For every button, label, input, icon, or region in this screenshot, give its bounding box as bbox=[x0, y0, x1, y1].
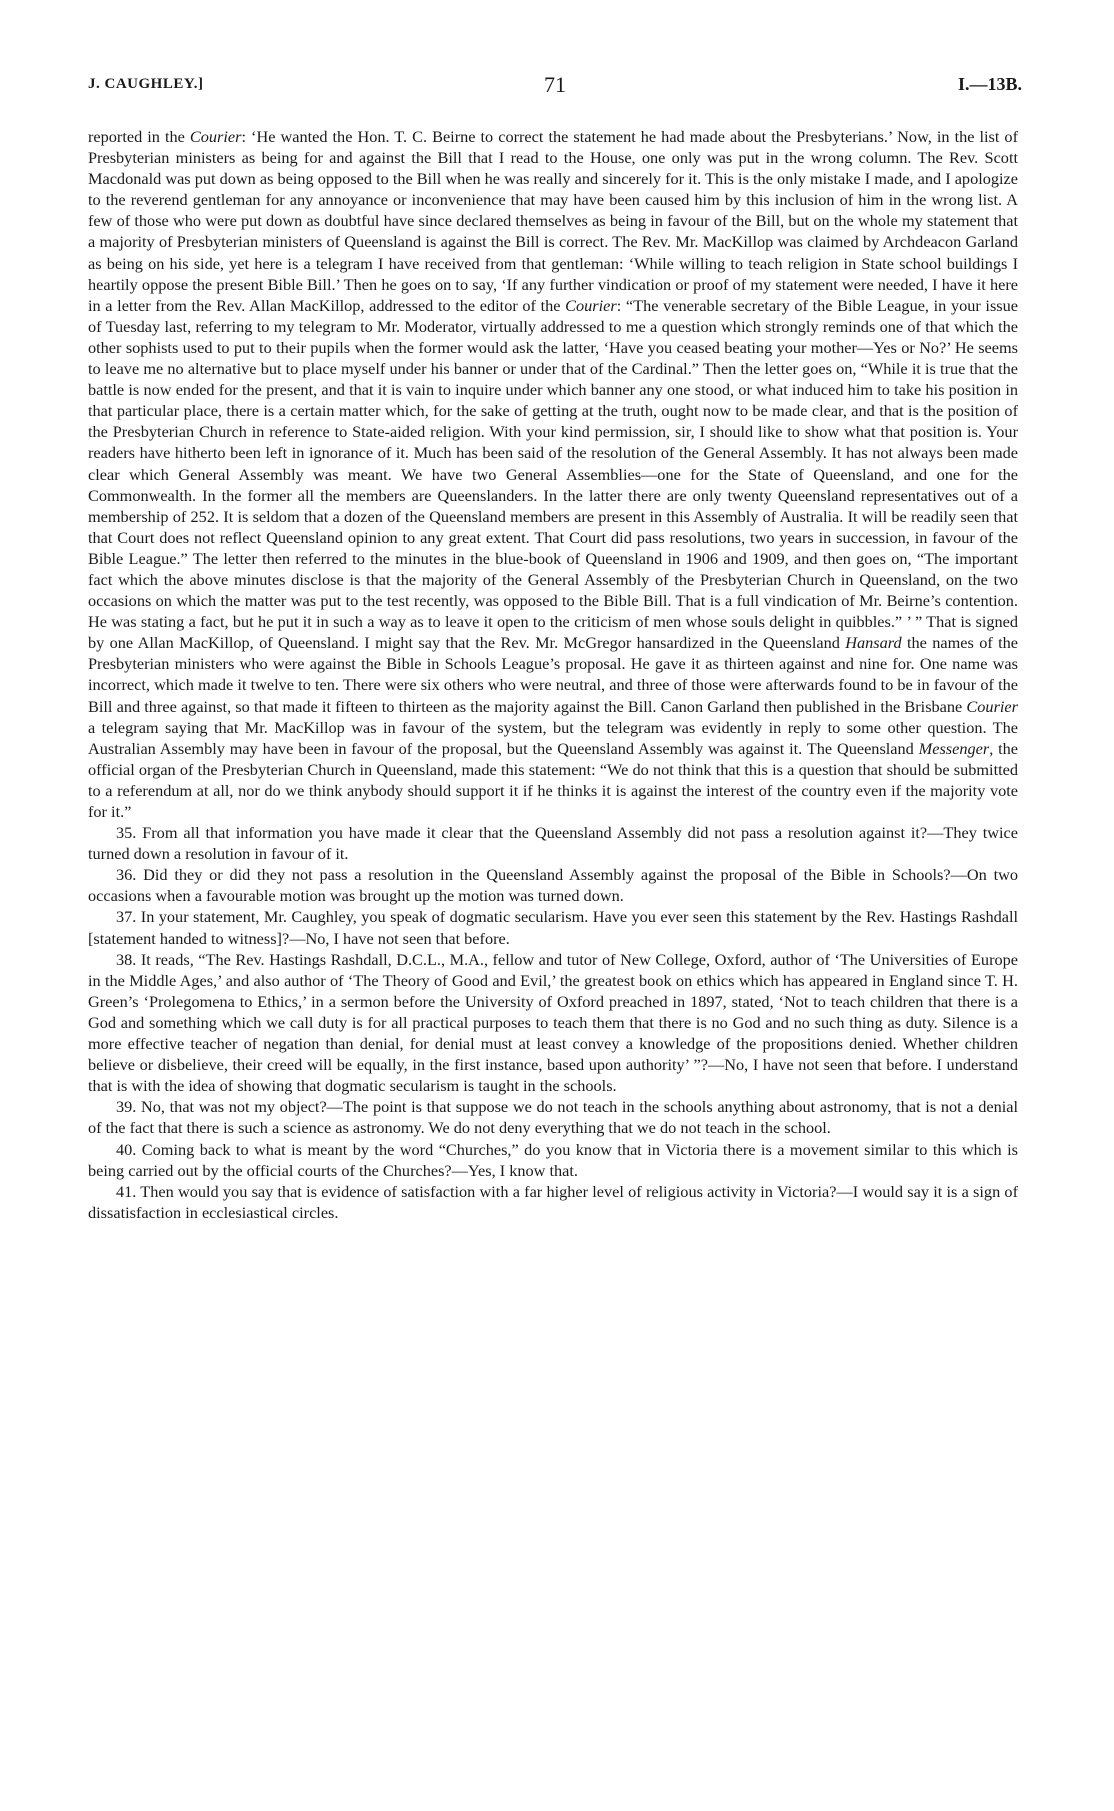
text-run: the names of the Presbyterian ministers who were against the Bible in Schools League’s proposal. He gave it as thirteen against and nine for. One name was incorrect, which made it twelve to ten. There were six others who were neutral, and three of those were afterwards found to be in favour of the Bill and three against, so that made it fifteen to thirteen as the majority against the Bill. Canon Garland then published in the Brisbane bbox=[88, 633, 1018, 716]
text-run: 40. Coming back to what is meant by the word “Churches,” do you know that in Victoria there is a movement similar to this which is being carried out by the official courts of the Churches?—Yes, I know that. bbox=[88, 1139, 1018, 1180]
question-answer-paragraph bbox=[88, 864, 1018, 906]
page-number: 71 bbox=[544, 72, 566, 97]
italic-publication-name: Courier bbox=[565, 295, 617, 315]
question-answer-paragraph bbox=[88, 1139, 1018, 1181]
text-run: 35. From all that information you have made it clear that the Queensland Assembly did not pass a resolution against it?—They twice turned down a resolution in favour of it. bbox=[88, 823, 1018, 864]
text-run: : “The venerable secretary of the Bible League, in your issue of Tuesday last, referring to my telegram to Mr. Moderator, virtually addressed to me a question which strongly reminds one of that which the other sophists used to put to their pupils when the former would ask the latter, ‘Have you ceased beating your mother—Yes or No?’ He seems to leave me no alternative but to place myself under his banner or under that of the Cardinal.” Then the letter goes on, “While it is true that the battle is now ended for the present, and that it is vain to inquire under which banner any one stood, or what induced him to take his position in that particular place, there is a certain matter which, for the sake of getting at the truth, ought now to be made clear, and that is the position of the Presbyterian Church in reference to State-aided religion. With your kind permission, sir, I should like to show what that position is. Your readers have hitherto been left in ignorance of it. Much has been said of the resolution of the General Assembly. It has not always been made clear which General Assembly was meant. We have two General Assemblies—one for the State of Queensland, and one for the Commonwealth. In the former all the members are Queenslanders. In the latter there are only twenty Queensland representatives out of a membership of 252. It is seldom that a dozen of the Queensland members are present in this Assembly of Australia. It will be readily seen that that Court does not reflect Queensland opinion to any great extent. That Court did pass resolutions, two years in succession, in favour of the Bible League.” The letter then referred to the minutes in the blue-book of Queensland in 1906 and 1909, and then goes on, “The important fact which the above minutes disclose is that the majority of the General Assembly of the Presbyterian Church in Queensland, on the two occasions on which the matter was put to the test recently, was opposed to the Bible Bill. That is a full vindication of Mr. Beirne’s contention. He was stating a fact, but he put it in such a way as to leave it open to the criticism of men whose souls delight in quibbles.” ’ ” That is signed by one Allan MacKillop, of Queensland. I might say that the Rev. Mr. McGregor hansardized in the Queensland bbox=[88, 295, 1018, 653]
text-run: a telegram saying that Mr. MacKillop was in favour of the system, but the telegram was evidently in reply to some other question. The Australian Assembly may have been in favour of the proposal, but the Queensland Assembly was against it. The Queensland bbox=[88, 717, 1018, 758]
text-run: 39. No, that was not my object?—The point is that suppose we do not teach in the schools anything about astronomy, that is not a denial of the fact that there is such a science as astronomy. We do not deny everything that we do not teach in the school. bbox=[88, 1097, 1018, 1138]
document-reference: I.—13B. bbox=[957, 74, 1022, 94]
text-run: reported in the bbox=[88, 127, 190, 146]
question-answer-paragraph bbox=[88, 822, 1018, 864]
question-answer-paragraph bbox=[88, 1181, 1018, 1223]
text-run: 36. Did they or did they not pass a resolution in the Queensland Assembly against the proposal of the Bible in Schools?—On two occasions when a favourable motion was brought up the motion was turned down. bbox=[88, 865, 1018, 906]
text-run: 37. In your statement, Mr. Caughley, you speak of dogmatic secularism. Have you ever seen this statement by the Rev. Hastings Rashdall [statement handed to witness]?—No, I have not seen that before. bbox=[88, 907, 1018, 948]
text-run: 38. It reads, “The Rev. Hastings Rashdall, D.C.L., M.A., fellow and tutor of New College, Oxford, author of ‘The Universities of Europe in the Middle Ages,’ and also author of ‘The Theory of Good and Evil,’ the greatest book on ethics which has appeared in England since T. H. Green’s ‘Prolegomena to Ethics,’ in a sermon before the University of Oxford preached in 1897, stated, ‘Not to teach children that there is a God and something which we call duty is for all practical purposes to teach them that there is no God and no such thing as duty. Silence is a more effective teacher of negation than denial, for denial must at least convey a knowledge of the propositions denied. Whether children believe or disbelieve, their creed will be equally, in the first instance, based upon authority’ ”?—No, I have not seen that before. I understand that is with the idea of showing that dogmatic secularism is taught in the schools. bbox=[88, 949, 1018, 1096]
text-run: 41. Then would you say that is evidence of satisfaction with a far higher level of religious activity in Victoria?—I would say it is a sign of dissatisfaction in ecclesiastical circles. bbox=[88, 1181, 1018, 1222]
italic-publication-name: Courier bbox=[966, 696, 1018, 716]
question-answer-paragraph bbox=[88, 949, 1018, 1097]
text-run: : ‘He wanted the Hon. T. C. Beirne to correct the statement he had made about the Presbyterians.’ Now, in the list of Presbyterian ministers as being for and against the Bill that I read to the House, one only was put in the wrong column. The Rev. Scott Macdonald was put down as being opposed to the Bill when he was really and sincerely for it. This is the only mistake I made, and I apologize to the reverend gentleman for any annoyance or inconvenience that may have been caused him by this inclusion of him in the wrong list. A few of those who were put down as doubtful have since declared themselves as being in favour of the Bill, but on the whole my statement that a majority of Presbyterian ministers of Queensland is against the Bill is correct. The Rev. Mr. MacKillop was claimed by Archdeacon Garland as being on his side, yet here is a telegram I have received from that gentleman: ‘While willing to teach religion in State school buildings I heartily oppose the present Bible Bill.’ Then he goes on to say, ‘If any further vindication or proof of my statement were needed, I have it here in a letter from the Rev. Allan MacKillop, addressed to the editor of the bbox=[88, 127, 1018, 315]
question-answer-paragraph bbox=[88, 906, 1018, 948]
italic-publication-name: Hansard bbox=[845, 633, 902, 653]
continuation-paragraph bbox=[88, 126, 1018, 822]
document-body bbox=[88, 126, 1018, 1223]
page-header bbox=[88, 72, 1022, 100]
text-run: , the official organ of the Presbyterian Church in Queensland, made this statement: “We do not think that this is a question that should be submitted to a referendum at all, nor do we think anybody should support it if he thinks it is against the interest of the country even if the majority vote for it.” bbox=[88, 738, 1018, 821]
header-witness-name: J. CAUGHLEY.] bbox=[88, 76, 204, 92]
italic-publication-name: Messenger bbox=[918, 738, 990, 758]
question-answer-paragraph bbox=[88, 1096, 1018, 1138]
italic-publication-name: Courier bbox=[189, 127, 242, 146]
